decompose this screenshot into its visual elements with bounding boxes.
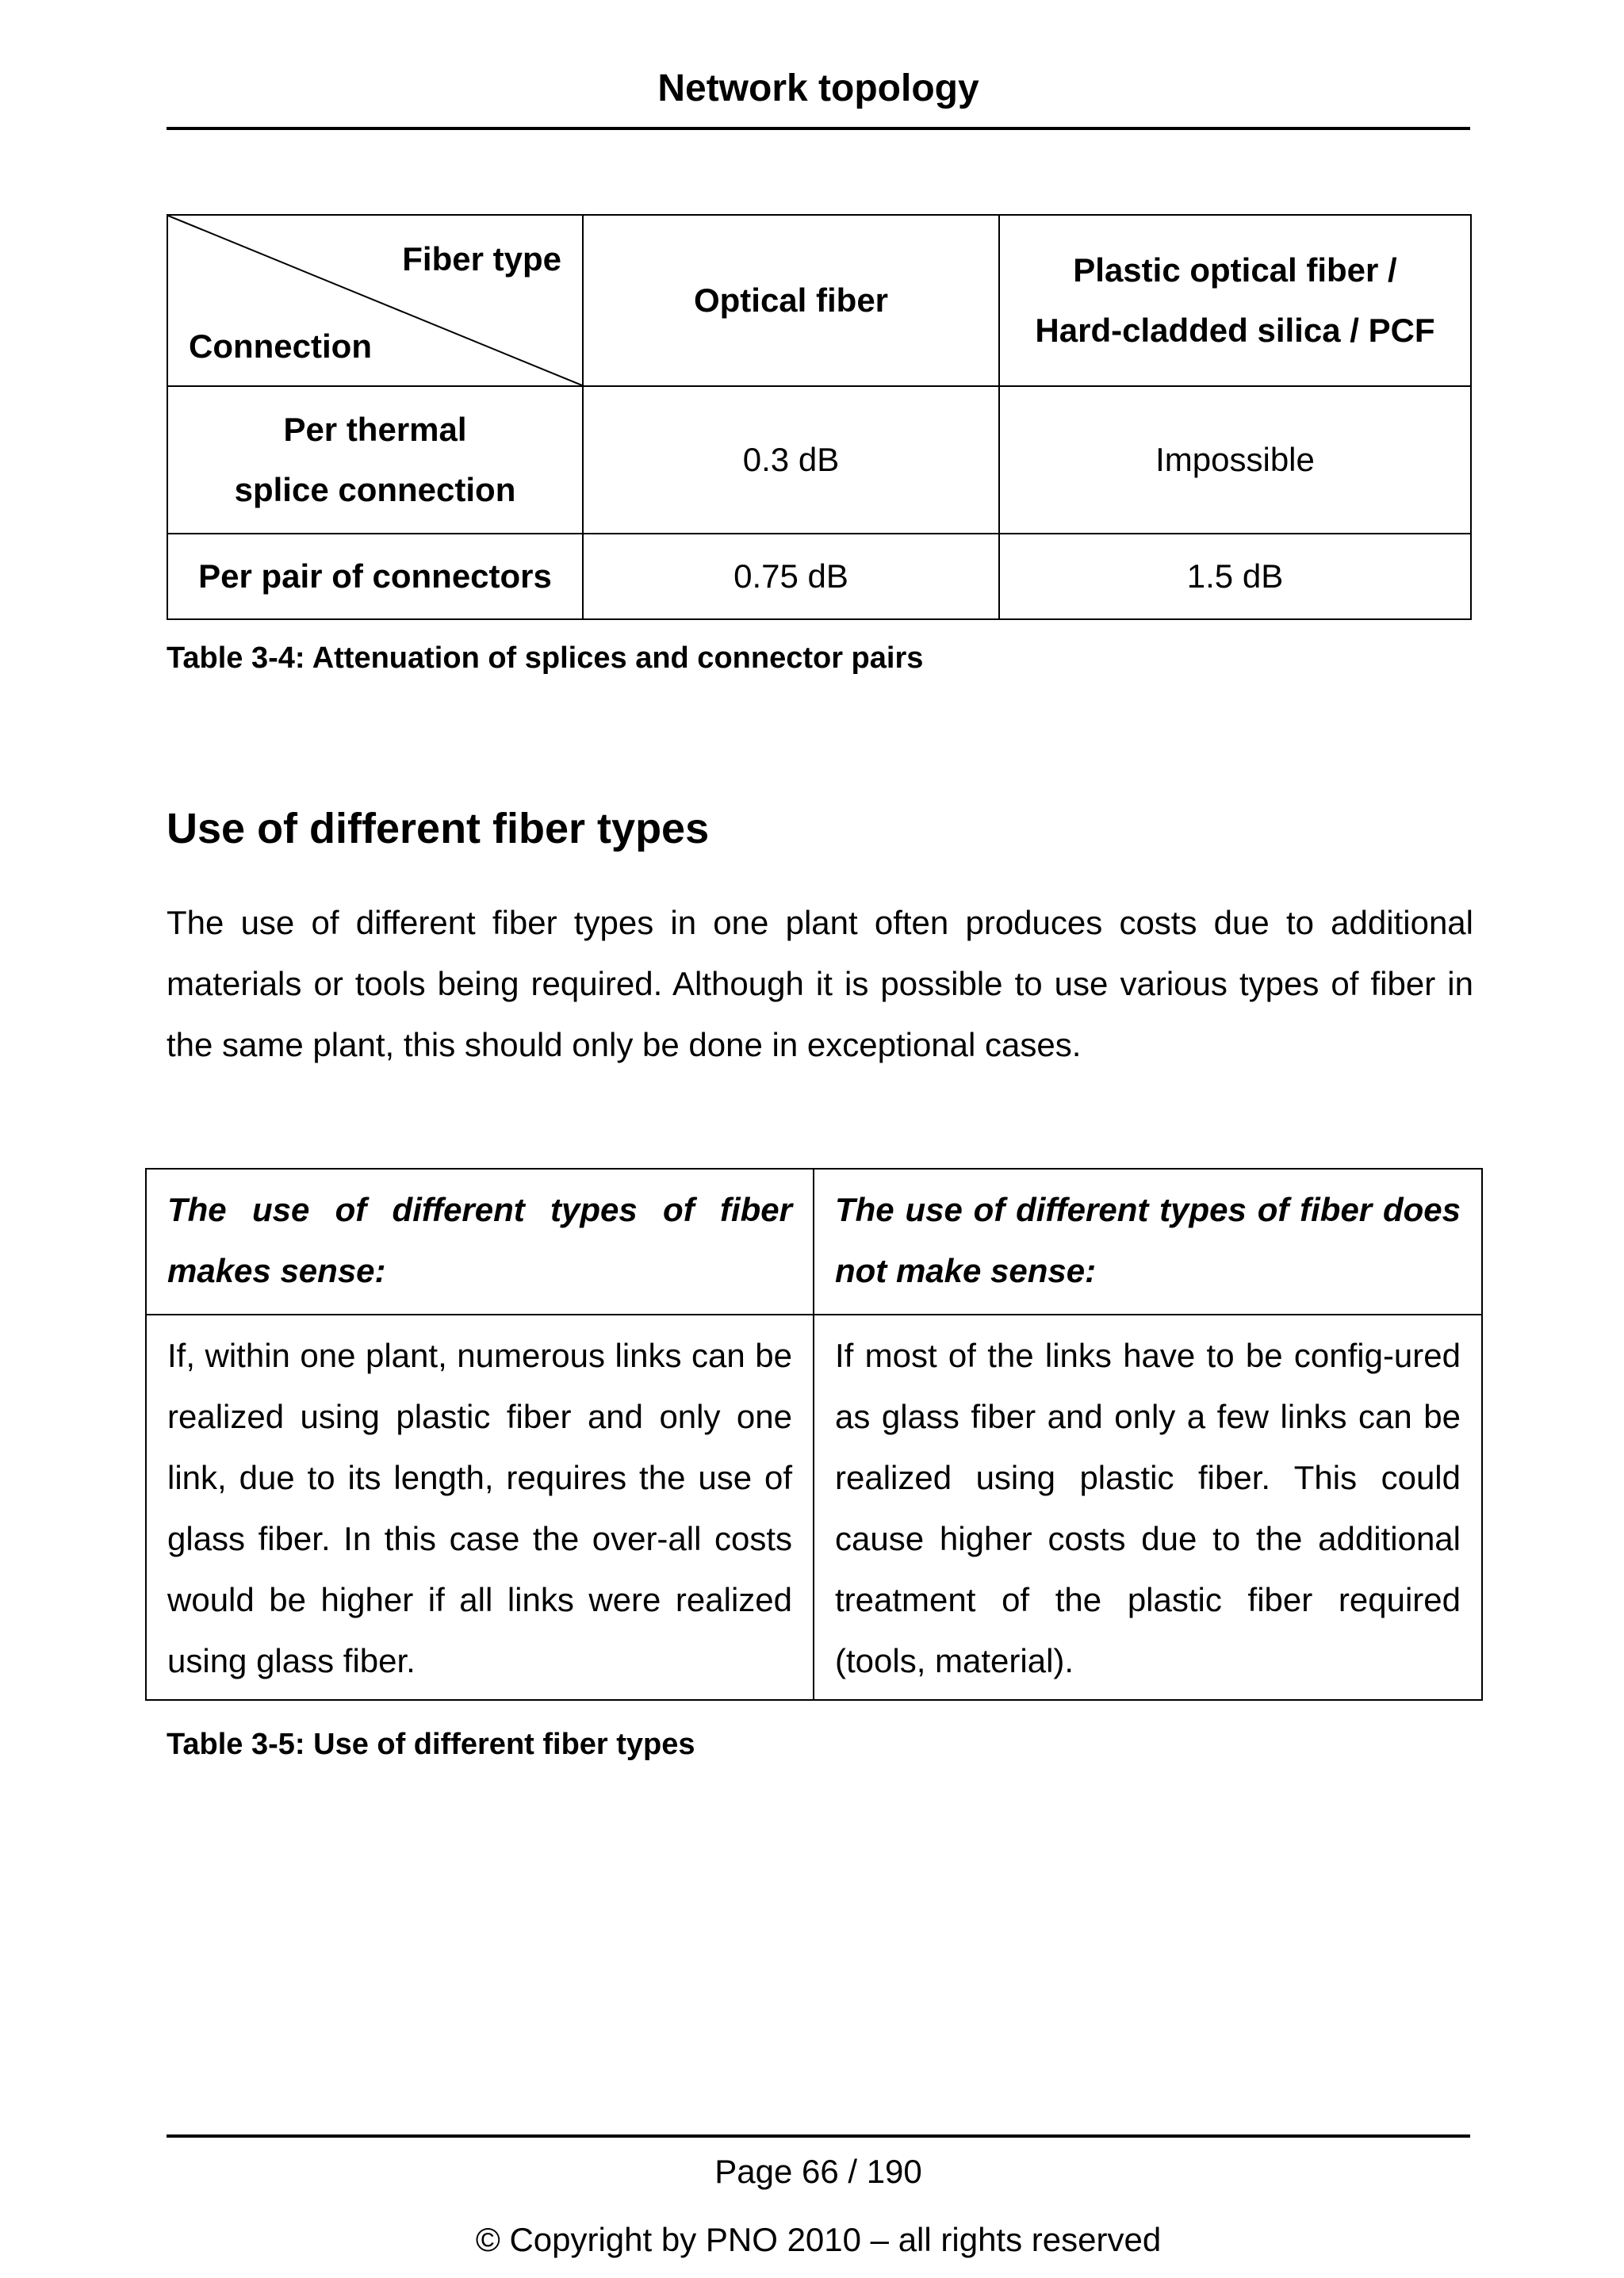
table-cell: If most of the links have to be config-ured as glass fiber and only a few links can be realized using plastic fiber. This could cause higher costs due to the additional treatment of the plastic fiber required (tools, material). [814,1315,1482,1700]
table-cell: Impossible [999,386,1471,534]
column-header-makes-sense: The use of different types of fiber makes sense: [146,1169,814,1315]
table-row [167,386,1471,534]
fiber-types-table [145,1168,1483,1701]
row-label-connector-pair: Per pair of connectors [167,534,583,619]
table-caption: Table 3-5: Use of different fiber types [167,1728,695,1761]
fiber-types-table-header-row [146,1169,1482,1315]
corner-label-fiber-type: Fiber type [402,240,561,278]
table-cell: 0.75 dB [583,534,999,619]
attenuation-table [167,214,1472,620]
footer-rule [167,2134,1470,2138]
header-rule [167,127,1470,130]
table-row [167,534,1471,619]
attenuation-table-header-row [167,215,1471,386]
row-label-thermal-splice: Per thermal splice connection [167,386,583,534]
column-header-does-not-make-sense: The use of different types of fiber does not make sense: [814,1169,1482,1315]
body-paragraph: The use of different fiber types in one plant often produces costs due to additional materials or tools being required. Although it is possible to use various types of fiber in the same plant, this should only be done in exceptional cases. [167,904,1473,1063]
table-cell: If, within one plant, numerous links can be realized using plastic fiber and only one link, due to its length, requires the use of glass fiber. In this case the over-all costs would be higher if all links were realized using glass fiber. [146,1315,814,1700]
running-header: Network topology [657,67,979,109]
table-cell: 1.5 dB [999,534,1471,619]
table-cell: 0.3 dB [583,386,999,534]
copyright-notice: © Copyright by PNO 2010 – all rights reserved [475,2221,1162,2258]
table-corner-cell [167,215,583,386]
column-header-plastic-fiber: Plastic optical fiber / Hard-cladded silica / PCF [999,215,1471,386]
column-header-optical-fiber: Optical fiber [583,215,999,386]
table-row [146,1315,1482,1700]
page-number: Page 66 / 190 [714,2153,922,2190]
table-caption: Table 3-4: Attenuation of splices and connector pairs [167,641,924,675]
section-heading: Use of different fiber types [167,805,710,852]
corner-label-connection: Connection [189,327,372,365]
